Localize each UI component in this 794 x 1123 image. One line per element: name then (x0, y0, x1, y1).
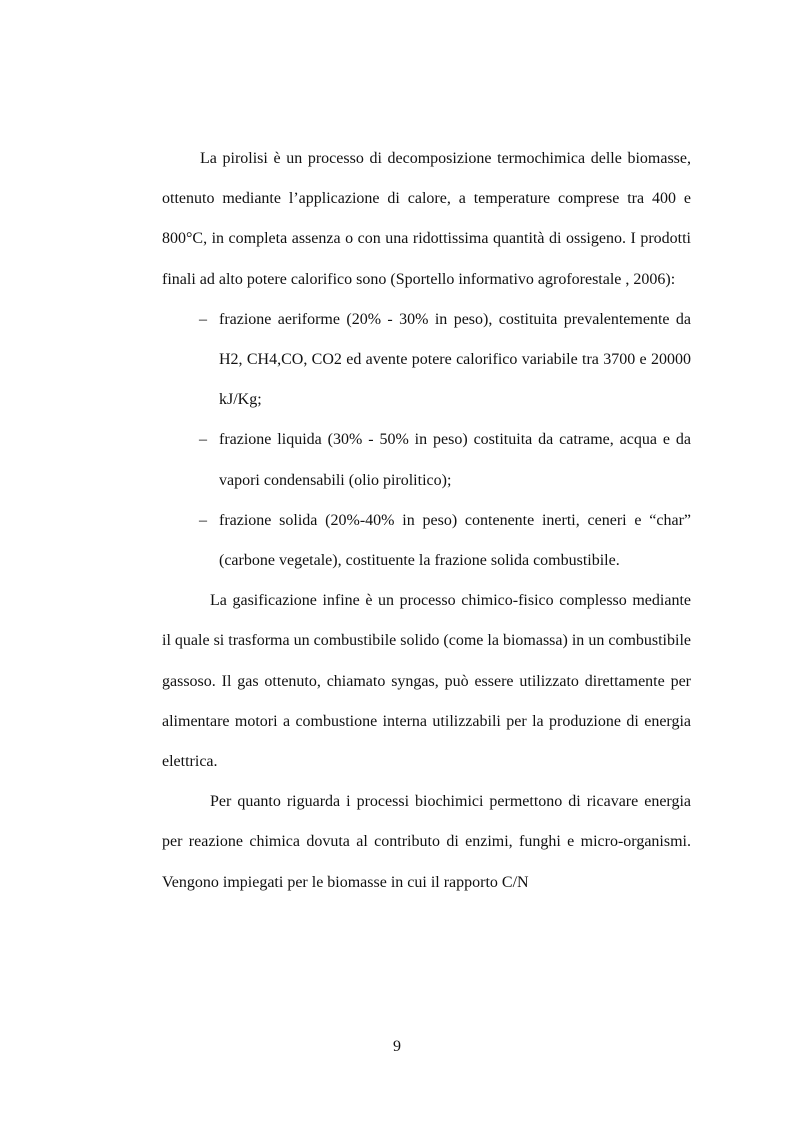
list-dash: – (199, 511, 207, 529)
paragraph-pirolisi: La pirolisi è un processo di decomposizione termochimica delle biomasse, ottenuto mediante l’applicazione di calore, a temperature comprese tra 400 e 800°C, in completa assenza o con una ridottissima quantità di ossigeno. I prodotti finali ad alto potere calorifico sono (Sportello informativo agroforestale , 2006): (162, 150, 691, 288)
list-dash: – (199, 310, 207, 328)
list-dash: – (199, 431, 207, 449)
list-item-text: frazione solida (20%-40% in peso) contenente inerti, ceneri e “char” (carbone vegetale), costituente la frazione solida combustibile. (219, 511, 691, 570)
paragraph-biochimici: Per quanto riguarda i processi biochimici permettono di ricavare energia per reazione chimica dovuta al contributo di enzimi, funghi e micro-organismi. Vengono impiegati per le biomasse in cui il rapporto C/N (162, 793, 691, 891)
paragraph-gasificazione: La gasificazione infine è un processo chimico-fisico complesso mediante il quale si trasforma un combustibile solido (come la biomassa) in un combustibile gassoso. Il gas ottenuto, chiamato syngas, può essere utilizzato direttamente per alimentare motori a combustione interna utilizzabili per la produzione di energia elettrica. (162, 592, 691, 771)
list-item-text: frazione liquida (30% - 50% in peso) costituita da catrame, acqua e da vapori condensabili (olio pirolitico); (219, 431, 691, 489)
page-number: 9 (393, 1038, 401, 1055)
list-item (199, 420, 691, 500)
list-item (199, 300, 691, 421)
list-item (199, 501, 691, 581)
pyrolysis-products-list (162, 300, 691, 581)
list-item-text: frazione aeriforme (20% - 30% in peso), costituita prevalentemente da H2, CH4,CO, CO2 ed avente potere calorifico variabile tra 3700 e 20000 kJ/Kg; (219, 310, 691, 409)
page-body (162, 139, 691, 903)
